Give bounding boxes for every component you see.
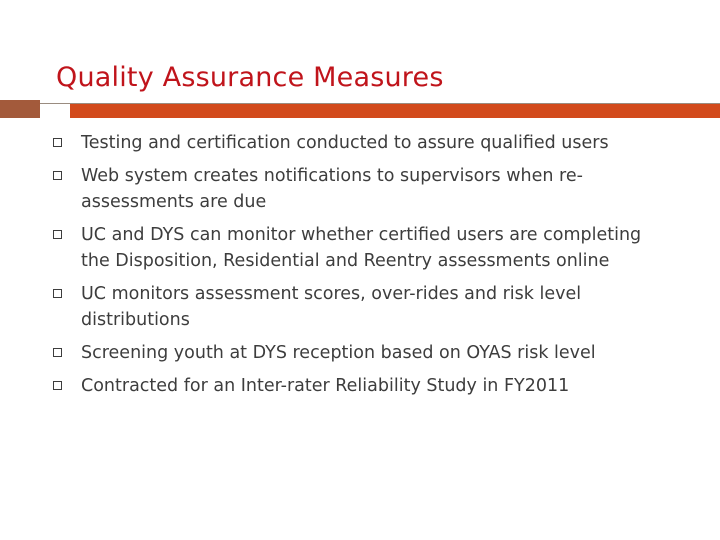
square-bullet-icon [53, 381, 62, 390]
title-rule-left-block [0, 100, 40, 118]
bullet-item [52, 340, 672, 366]
bullet-text: UC monitors assessment scores, over-rides and risk level distributions [81, 284, 582, 330]
bullet-item [52, 222, 672, 274]
title-rule-bar [70, 104, 720, 118]
square-bullet-icon [53, 230, 62, 239]
bullet-item [52, 373, 672, 399]
square-bullet-icon [53, 348, 62, 357]
bullet-item [52, 281, 672, 333]
bullet-text: Contracted for an Inter-rater Reliability Study in FY2011 [81, 376, 570, 396]
square-bullet-icon [53, 289, 62, 298]
bullet-text: Web system creates notifications to supervisors when re-assessments are due [81, 166, 583, 212]
bullet-item [52, 130, 672, 156]
bullet-text: Testing and certification conducted to assure qualified users [81, 133, 609, 153]
bullet-text: Screening youth at DYS reception based on OYAS risk level [81, 343, 596, 363]
square-bullet-icon [53, 171, 62, 180]
square-bullet-icon [53, 138, 62, 147]
bullet-text: UC and DYS can monitor whether certified users are completing the Disposition, Residential and Reentry assessments online [81, 225, 642, 271]
bullet-item [52, 163, 672, 215]
title-rule-gap [40, 104, 70, 118]
slide-title: Quality Assurance Measures [56, 62, 444, 93]
bullet-list [52, 130, 672, 406]
